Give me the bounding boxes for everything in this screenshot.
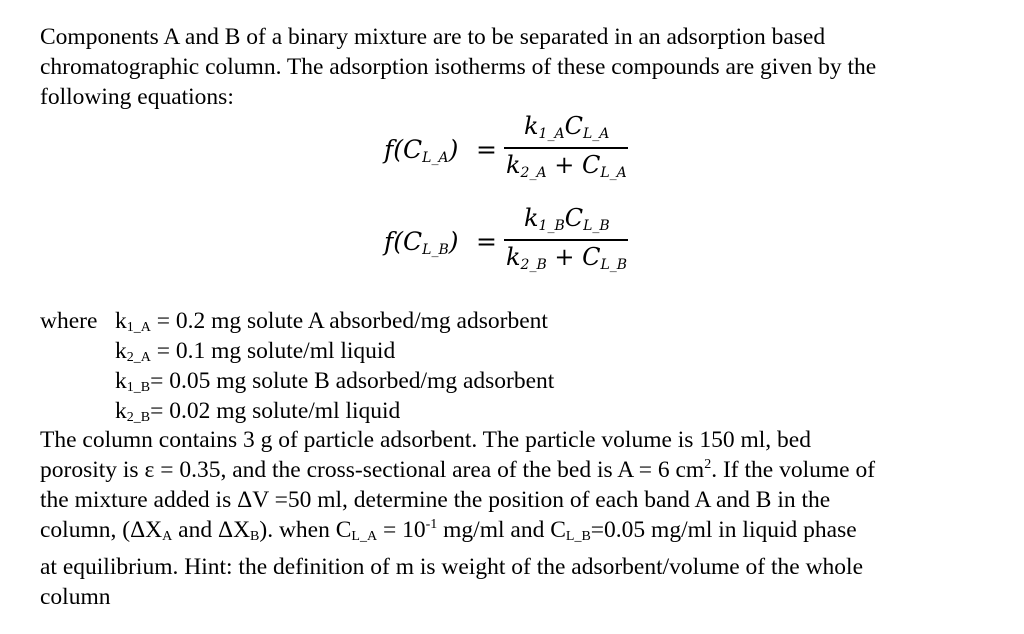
problem-line-6: column <box>40 584 111 610</box>
problem-line-5: at equilibrium. Hint: the definition of m is weight of the adsorbent/volume of the whole <box>40 554 863 580</box>
equation-b-lhs: $f(C_{L\_B})$ <box>384 227 459 258</box>
equation-a-lhs: $f(C_{L\_A})$ <box>384 135 459 166</box>
problem-line-3: the mixture added is ΔV =50 ml, determine the position of each band A and B in the <box>40 487 831 513</box>
equation-b-denominator: $k_{2\_B} + C_{L\_B}$ <box>506 243 628 273</box>
equation-a-fraction-bar <box>504 147 628 149</box>
equation-b-numerator: $k_{1\_B}C_{L\_B}$ <box>524 204 610 234</box>
problem-line-4: column, ($\Delta X_A$ and $\Delta X_B$). when $C_{L\_A} = 10^{-1}$ mg/ml and $C_{L\_B}=0.05$ mg/ml in liquid phase <box>40 517 857 544</box>
intro-line-2: chromatographic column. The adsorption isotherms of these compounds are given by the <box>40 54 877 80</box>
intro-paragraph <box>40 22 990 112</box>
intro-line-3: following equations: <box>40 84 234 110</box>
document-page: Components A and B of a binary mixture are to be separated in an adsorption based chromatographic column. The adsorption isotherms of these compounds are given by the following equations: $f(C_{L\_A})$ = $k_{1\_A}C_{L\_A}$ $k_{2\_A} + C_{L\_A}$ $f(C_{L\_B})$ = $k_{1\_B}C_{L\_B}$ $k_{2\_B} + C_{L\_B}$ where $k_{1\_A} = 0.2$ mg solute A absorbed/mg adsorbent $k_{2\_A} = 0.1$ mg solute/ml liquid $k_{1\_B}= 0.05$ mg solute B adsorbed/mg adsorbent $k_{2\_B}= 0.02$ mg solute/ml liquid The column contains 3 g of particle adsorbent. The particle volume is 150 ml, bed porosity is ε = 0.35, and the cross-sectional area of the bed is A = 6 $cm^2$. If the volume of the mixture added is ΔV =50 ml, determine the position of each band A and B in the column, ($\Delta X_A$ and $\Delta X_B$). when $C_{L\_A} = 10^{-1}$ mg/ml and $C_{L\_B}=0.05$ mg/ml in liquid phase at equilibrium. Hint: the definition of m is weight of the adsorbent/volume of the whole column <box>0 0 1024 634</box>
intro-line-1: Components A and B of a binary mixture are to be separated in an adsorption based <box>40 24 826 50</box>
problem-paragraph <box>40 425 990 612</box>
equation-b-equals: = <box>476 227 497 256</box>
problem-line-1: The column contains 3 g of particle adsorbent. The particle volume is 150 ml, bed <box>40 427 811 453</box>
equation-a-numerator: $k_{1\_A}C_{L\_A}$ <box>524 112 610 142</box>
equation-a-denominator: $k_{2\_A} + C_{L\_A}$ <box>506 151 627 181</box>
equation-b-fraction-bar <box>504 239 628 241</box>
equation-a-equals: = <box>476 135 497 164</box>
where-label: where <box>40 308 98 334</box>
problem-line-2: porosity is ε = 0.35, and the cross-sectional area of the bed is A = 6 $cm^2$. If the volume of <box>40 457 876 483</box>
